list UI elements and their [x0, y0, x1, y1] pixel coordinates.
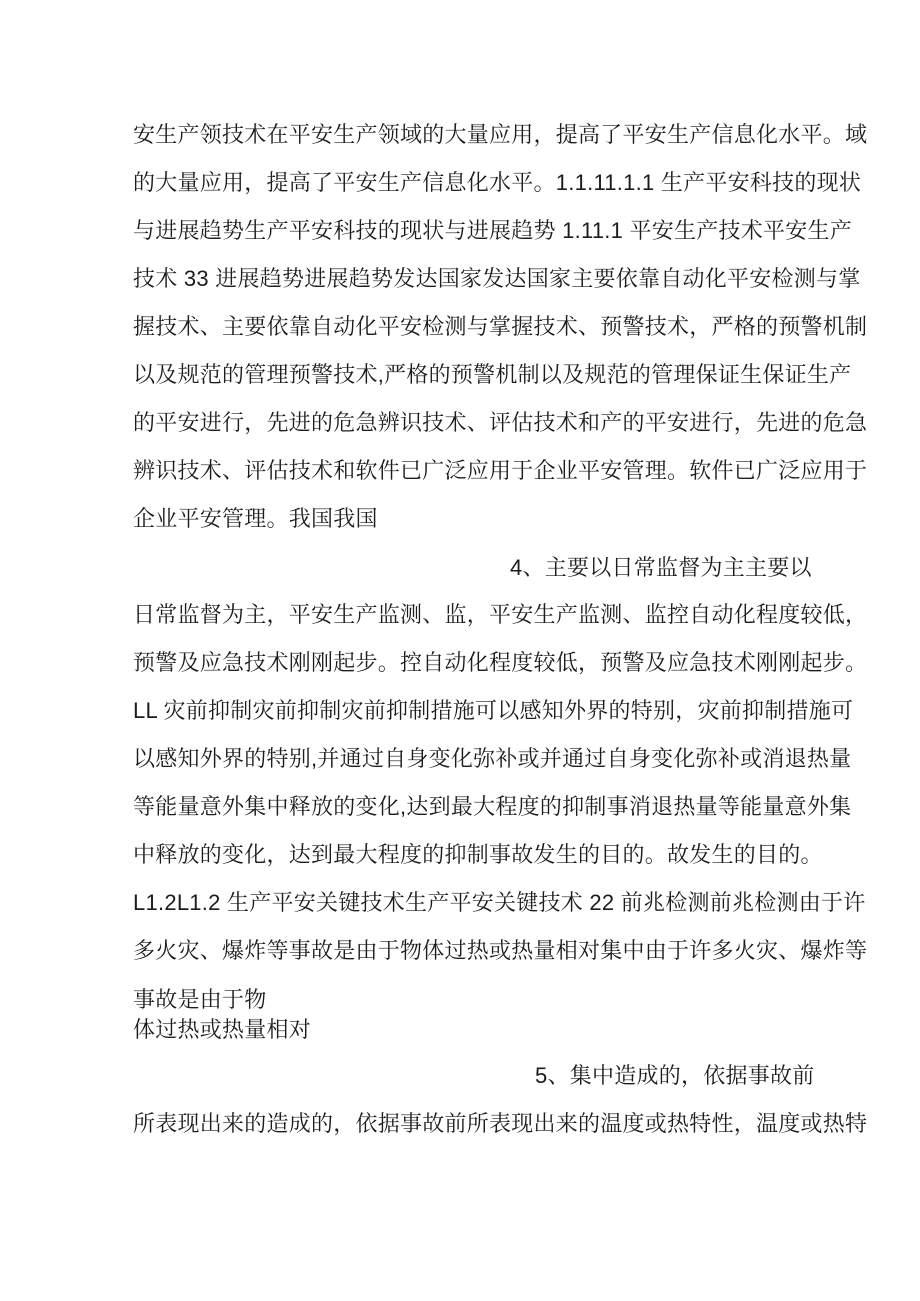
text-line: 的平安进行，先进的危急辨识技术、评估技术和产的平安进行，先进的危急 [133, 410, 868, 435]
text-line: 体过热或热量相对 [133, 1017, 312, 1042]
text-line: 5、集中造成的，依据事故前 [535, 1063, 815, 1088]
text-line: 辨识技术、评估技术和软件已广泛应用于企业平安管理。软件已广泛应用于 [133, 458, 868, 483]
text-line: 4、主要以日常监督为主主要以 [510, 555, 812, 580]
text-line: 预警及应急技术刚刚起步。控自动化程度较低，预警及应急技术刚刚起步。 [133, 650, 868, 675]
text-line: 日常监督为主，平安生产监测、监，平安生产监测、监控自动化程度较低， [133, 602, 868, 627]
text-line: 以感知外界的特别,并通过自身变化弥补或并通过自身变化弥补或消退热量 [133, 746, 852, 771]
text-line: 中释放的变化，达到最大程度的抑制事故发生的目的。故发生的目的。 [133, 842, 823, 867]
text-line: 握技术、主要依靠自动化平安检测与掌握技术、预警技术，严格的预警机制 [133, 314, 868, 339]
text-line: 技术 33 进展趋势进展趋势发达国家发达国家主要依靠自动化平安检测与掌 [133, 266, 861, 291]
text-line: L1.2L1.2 生产平安关键技术生产平安关键技术 22 前兆检测前兆检测由于许 [133, 890, 866, 915]
text-line: 以及规范的管理预警技术,严格的预警机制以及规范的管理保证生保证生产 [133, 362, 852, 387]
text-line: 事故是由于物 [133, 987, 267, 1012]
text-line: 与进展趋势生产平安科技的现状与进展趋势 1.11.1 平安生产技术平安生产 [133, 218, 853, 243]
text-line: 的大量应用，提高了平安生产信息化水平。1.1.11.1.1 生产平安科技的现状 [133, 170, 862, 195]
text-line: 多火灾、爆炸等事故是由于物体过热或热量相对集中由于许多火灾、爆炸等 [133, 938, 868, 963]
text-line: 等能量意外集中释放的变化,达到最大程度的抑制事消退热量等能量意外集 [133, 794, 852, 819]
text-line: 企业平安管理。我国我国 [133, 506, 378, 531]
text-line: LL 灾前抑制灾前抑制灾前抑制措施可以感知外界的特别，灾前抑制措施可 [133, 698, 854, 723]
text-line: 所表现出来的造成的，依据事故前所表现出来的温度或热特性，温度或热特 [133, 1111, 868, 1136]
text-line: 安生产领技术在平安生产领域的大量应用，提高了平安生产信息化水平。域 [133, 122, 868, 147]
